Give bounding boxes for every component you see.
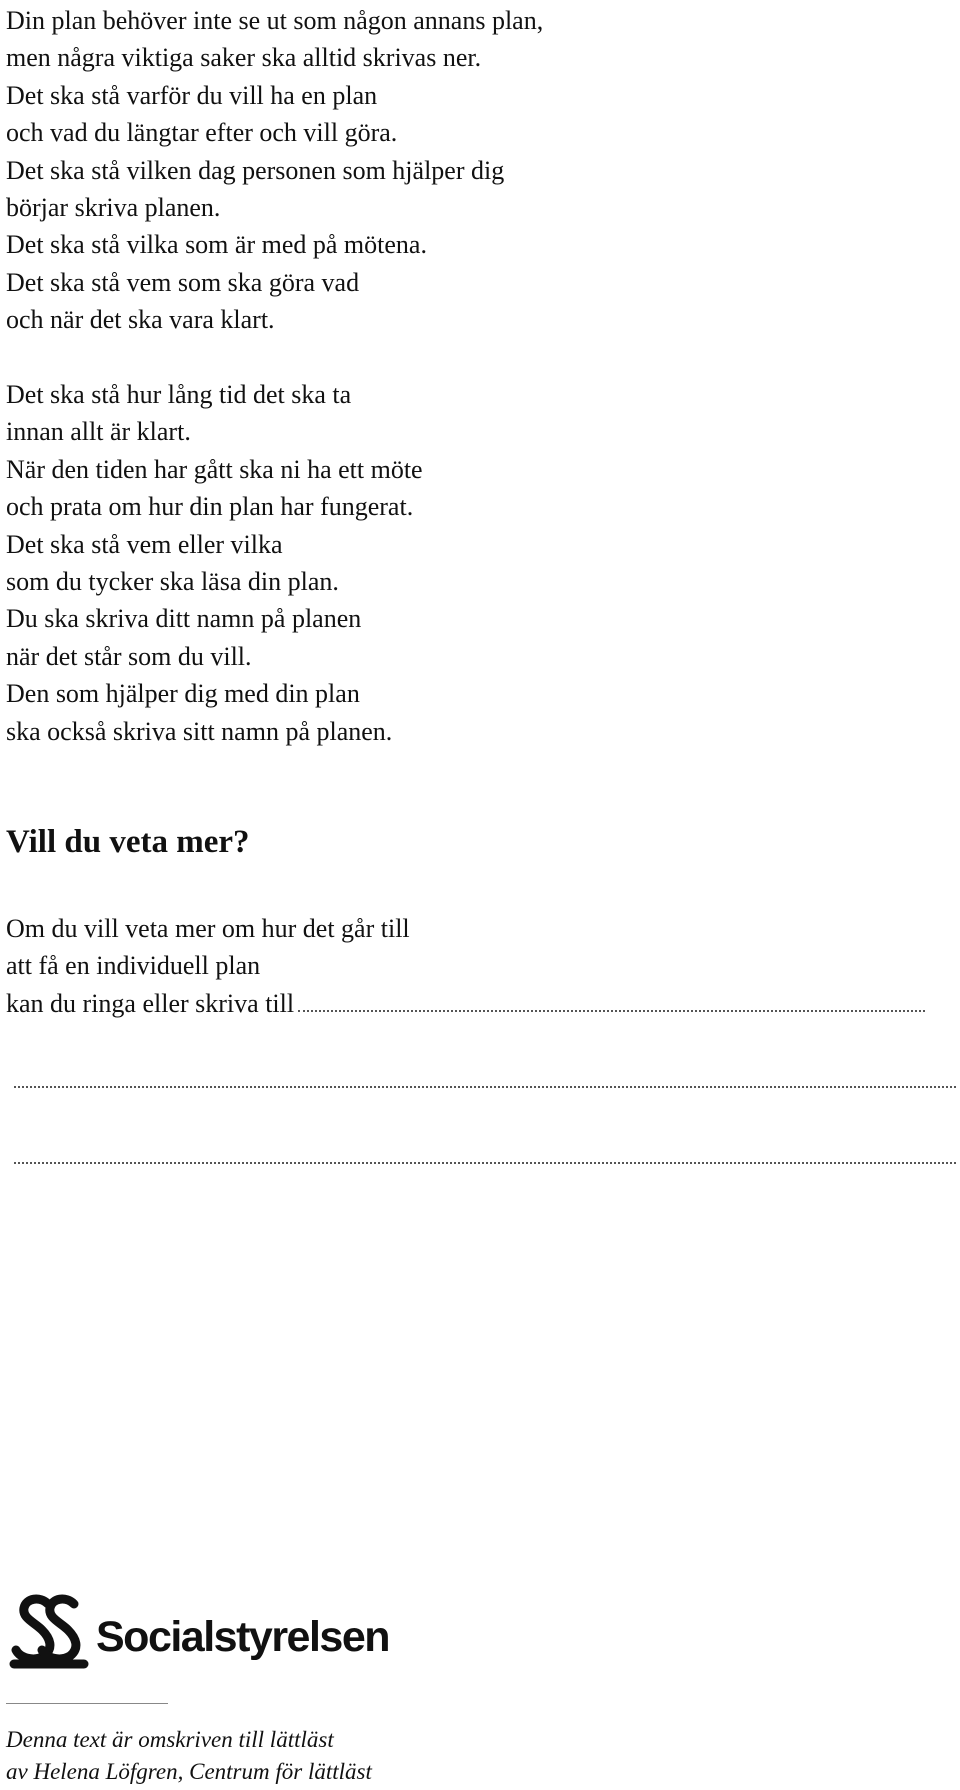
text-line: Det ska stå varför du vill ha en plan bbox=[6, 80, 378, 110]
text-line: Det ska stå vem eller vilka bbox=[6, 529, 283, 559]
text-line: som du tycker ska läsa din plan. bbox=[6, 567, 339, 597]
body-text bbox=[6, 2, 946, 750]
text-line: Det ska stå vem som ska göra vad bbox=[6, 267, 360, 297]
contact-prompt: kan du ringa eller skriva till bbox=[6, 988, 295, 1018]
fill-in-line bbox=[14, 1086, 956, 1088]
text-line: När den tiden har gått ska ni ha ett möte bbox=[6, 454, 423, 484]
text-line: men några viktiga saker ska alltid skrivas ner. bbox=[6, 43, 482, 73]
text-line: ska också skriva sitt namn på planen. bbox=[6, 716, 393, 746]
text-line: Det ska stå vilken dag personen som hjälper dig bbox=[6, 155, 505, 185]
text-line: när det står som du vill. bbox=[6, 641, 252, 671]
fill-in-line bbox=[14, 1162, 956, 1164]
text-line: och när det ska vara klart. bbox=[6, 305, 275, 335]
text-line bbox=[6, 985, 956, 1022]
section-heading: Vill du veta mer? bbox=[6, 824, 250, 860]
fill-in-line bbox=[298, 1006, 925, 1012]
text-line: och prata om hur din plan har fungerat. bbox=[6, 492, 414, 522]
text-line: Det ska stå hur lång tid det ska ta bbox=[6, 380, 352, 410]
text-line: Din plan behöver inte se ut som någon annans plan, bbox=[6, 6, 544, 35]
logo-wordmark: Socialstyrelsen bbox=[96, 1613, 390, 1661]
credit-line: av Helena Löfgren, Centrum för lättläst bbox=[6, 1759, 372, 1784]
text-line: Om du vill veta mer om hur det går till bbox=[6, 914, 410, 943]
text-line: börjar skriva planen. bbox=[6, 193, 221, 223]
text-line: och vad du längtar efter och vill göra. bbox=[6, 118, 398, 148]
contact-text bbox=[6, 910, 956, 1022]
text-line: innan allt är klart. bbox=[6, 417, 191, 447]
text-line: att få en individuell plan bbox=[6, 951, 261, 981]
logo-mark-icon bbox=[4, 1590, 90, 1670]
text-line: Den som hjälper dig med din plan bbox=[6, 679, 360, 709]
socialstyrelsen-logo bbox=[4, 1590, 404, 1670]
credit-note bbox=[6, 1724, 372, 1788]
text-line: Det ska stå vilka som är med på mötena. bbox=[6, 230, 427, 260]
text-line: Du ska skriva ditt namn på planen bbox=[6, 604, 362, 634]
credit-line: Denna text är omskriven till lättläst bbox=[6, 1727, 334, 1752]
footer-divider bbox=[6, 1703, 168, 1704]
paragraph-gap bbox=[6, 339, 946, 376]
